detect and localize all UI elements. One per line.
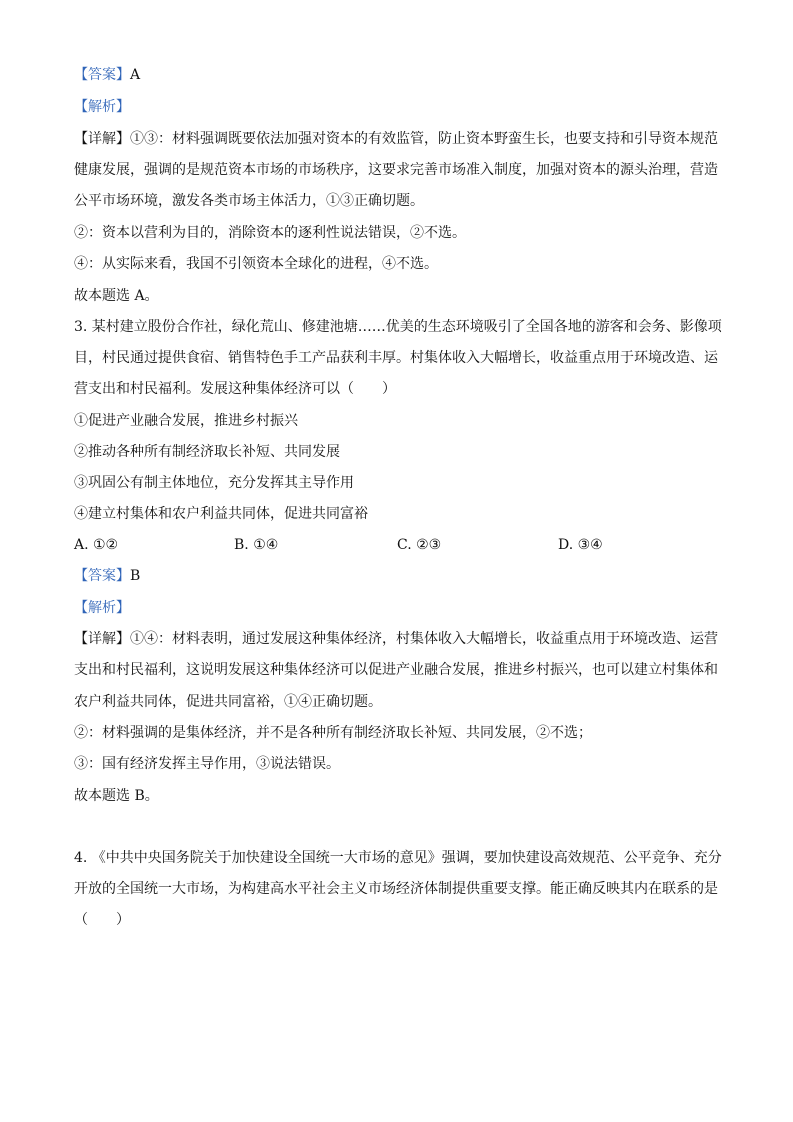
answer-label: 【答案】 <box>74 67 130 83</box>
q4-stem-line-2: 开放的全国统一大市场，为构建高水平社会主义市场经济体制提供重要支撑。能正确反映其内在联系的是 <box>74 881 718 897</box>
q4-stem-line-3: （ ） <box>74 912 130 928</box>
q2-conclusion: 故本题选 A。 <box>74 288 159 304</box>
q3-detail-line-1 <box>74 630 724 648</box>
q3-detail-line-3: 农户利益共同体，促进共同富裕，①④正确切题。 <box>74 694 382 710</box>
q2-note-2: ④：从实际来看，我国不引领资本全球化的进程，④不选。 <box>74 256 438 272</box>
q4-stem-line-1: 4. 《中共中央国务院关于加快建设全国统一大市场的意见》强调，要加快建设高效规范、公平竞争、充分 <box>74 850 722 866</box>
q3-option-a: A. ①② <box>74 537 119 553</box>
detail-text: ①③：材料强调既要依法加强对资本的有效监管，防止资本野蛮生长，也要支持和引导资本规范 <box>130 131 718 147</box>
detail-label: 【详解】 <box>74 631 130 647</box>
q3-statement-4: ④建立村集体和农户利益共同体，促进共同富裕 <box>74 506 368 522</box>
answer-label: 【答案】 <box>74 568 130 584</box>
q3-option-c: C. ②③ <box>397 537 442 553</box>
detail-label: 【详解】 <box>74 131 130 147</box>
q2-note-1: ②：资本以营利为目的，消除资本的逐利性说法错误，②不选。 <box>74 225 466 241</box>
q3-option-d: D. ③④ <box>558 537 603 553</box>
q3-answer-line <box>74 567 724 585</box>
q3-detail-line-2: 支出和村民福利，这说明发展这种集体经济可以促进产业融合发展，推进乡村振兴，也可以建立村集体和 <box>74 662 718 678</box>
q3-note-2: ③：国有经济发挥主导作用，③说法错误。 <box>74 756 340 772</box>
q3-analysis-label: 【解析】 <box>74 600 130 616</box>
q3-statement-2: ②推动各种所有制经济取长补短、共同发展 <box>74 444 340 460</box>
q3-note-1: ②：材料强调的是集体经济，并不是各种所有制经济取长补短、共同发展，②不选； <box>74 725 592 741</box>
q2-detail-line-3: 公平市场环境，激发各类市场主体活力，①③正确切题。 <box>74 193 424 209</box>
q3-statement-1: ①促进产业融合发展，推进乡村振兴 <box>74 413 298 429</box>
q3-stem-line-2: 目，村民通过提供食宿、销售特色手工产品获利丰厚。村集体收入大幅增长，收益重点用于环境改造、运 <box>74 350 718 366</box>
q2-analysis-label: 【解析】 <box>74 99 130 115</box>
q2-detail-line-2: 健康发展，强调的是规范资本市场的市场秩序，这要求完善市场准入制度，加强对资本的源头治理，营造 <box>74 162 718 178</box>
q2-answer-line <box>74 66 724 84</box>
q3-stem-line-3: 营支出和村民福利。发展这种集体经济可以（ ） <box>74 381 396 397</box>
q3-stem-line-1: 3. 某村建立股份合作社，绿化荒山、修建池塘……优美的生态环境吸引了全国各地的游客和会务、影像项 <box>74 319 722 335</box>
q2-detail-line-1 <box>74 130 724 148</box>
q3-option-b: B. ①④ <box>234 537 279 553</box>
q3-statement-3: ③巩固公有制主体地位，充分发挥其主导作用 <box>74 475 354 491</box>
detail-text: ①④：材料表明，通过发展这种集体经济，村集体收入大幅增长，收益重点用于环境改造、运营 <box>130 631 718 647</box>
q3-conclusion: 故本题选 B。 <box>74 788 159 804</box>
answer-value: B <box>130 568 141 584</box>
answer-value: A <box>130 67 141 83</box>
